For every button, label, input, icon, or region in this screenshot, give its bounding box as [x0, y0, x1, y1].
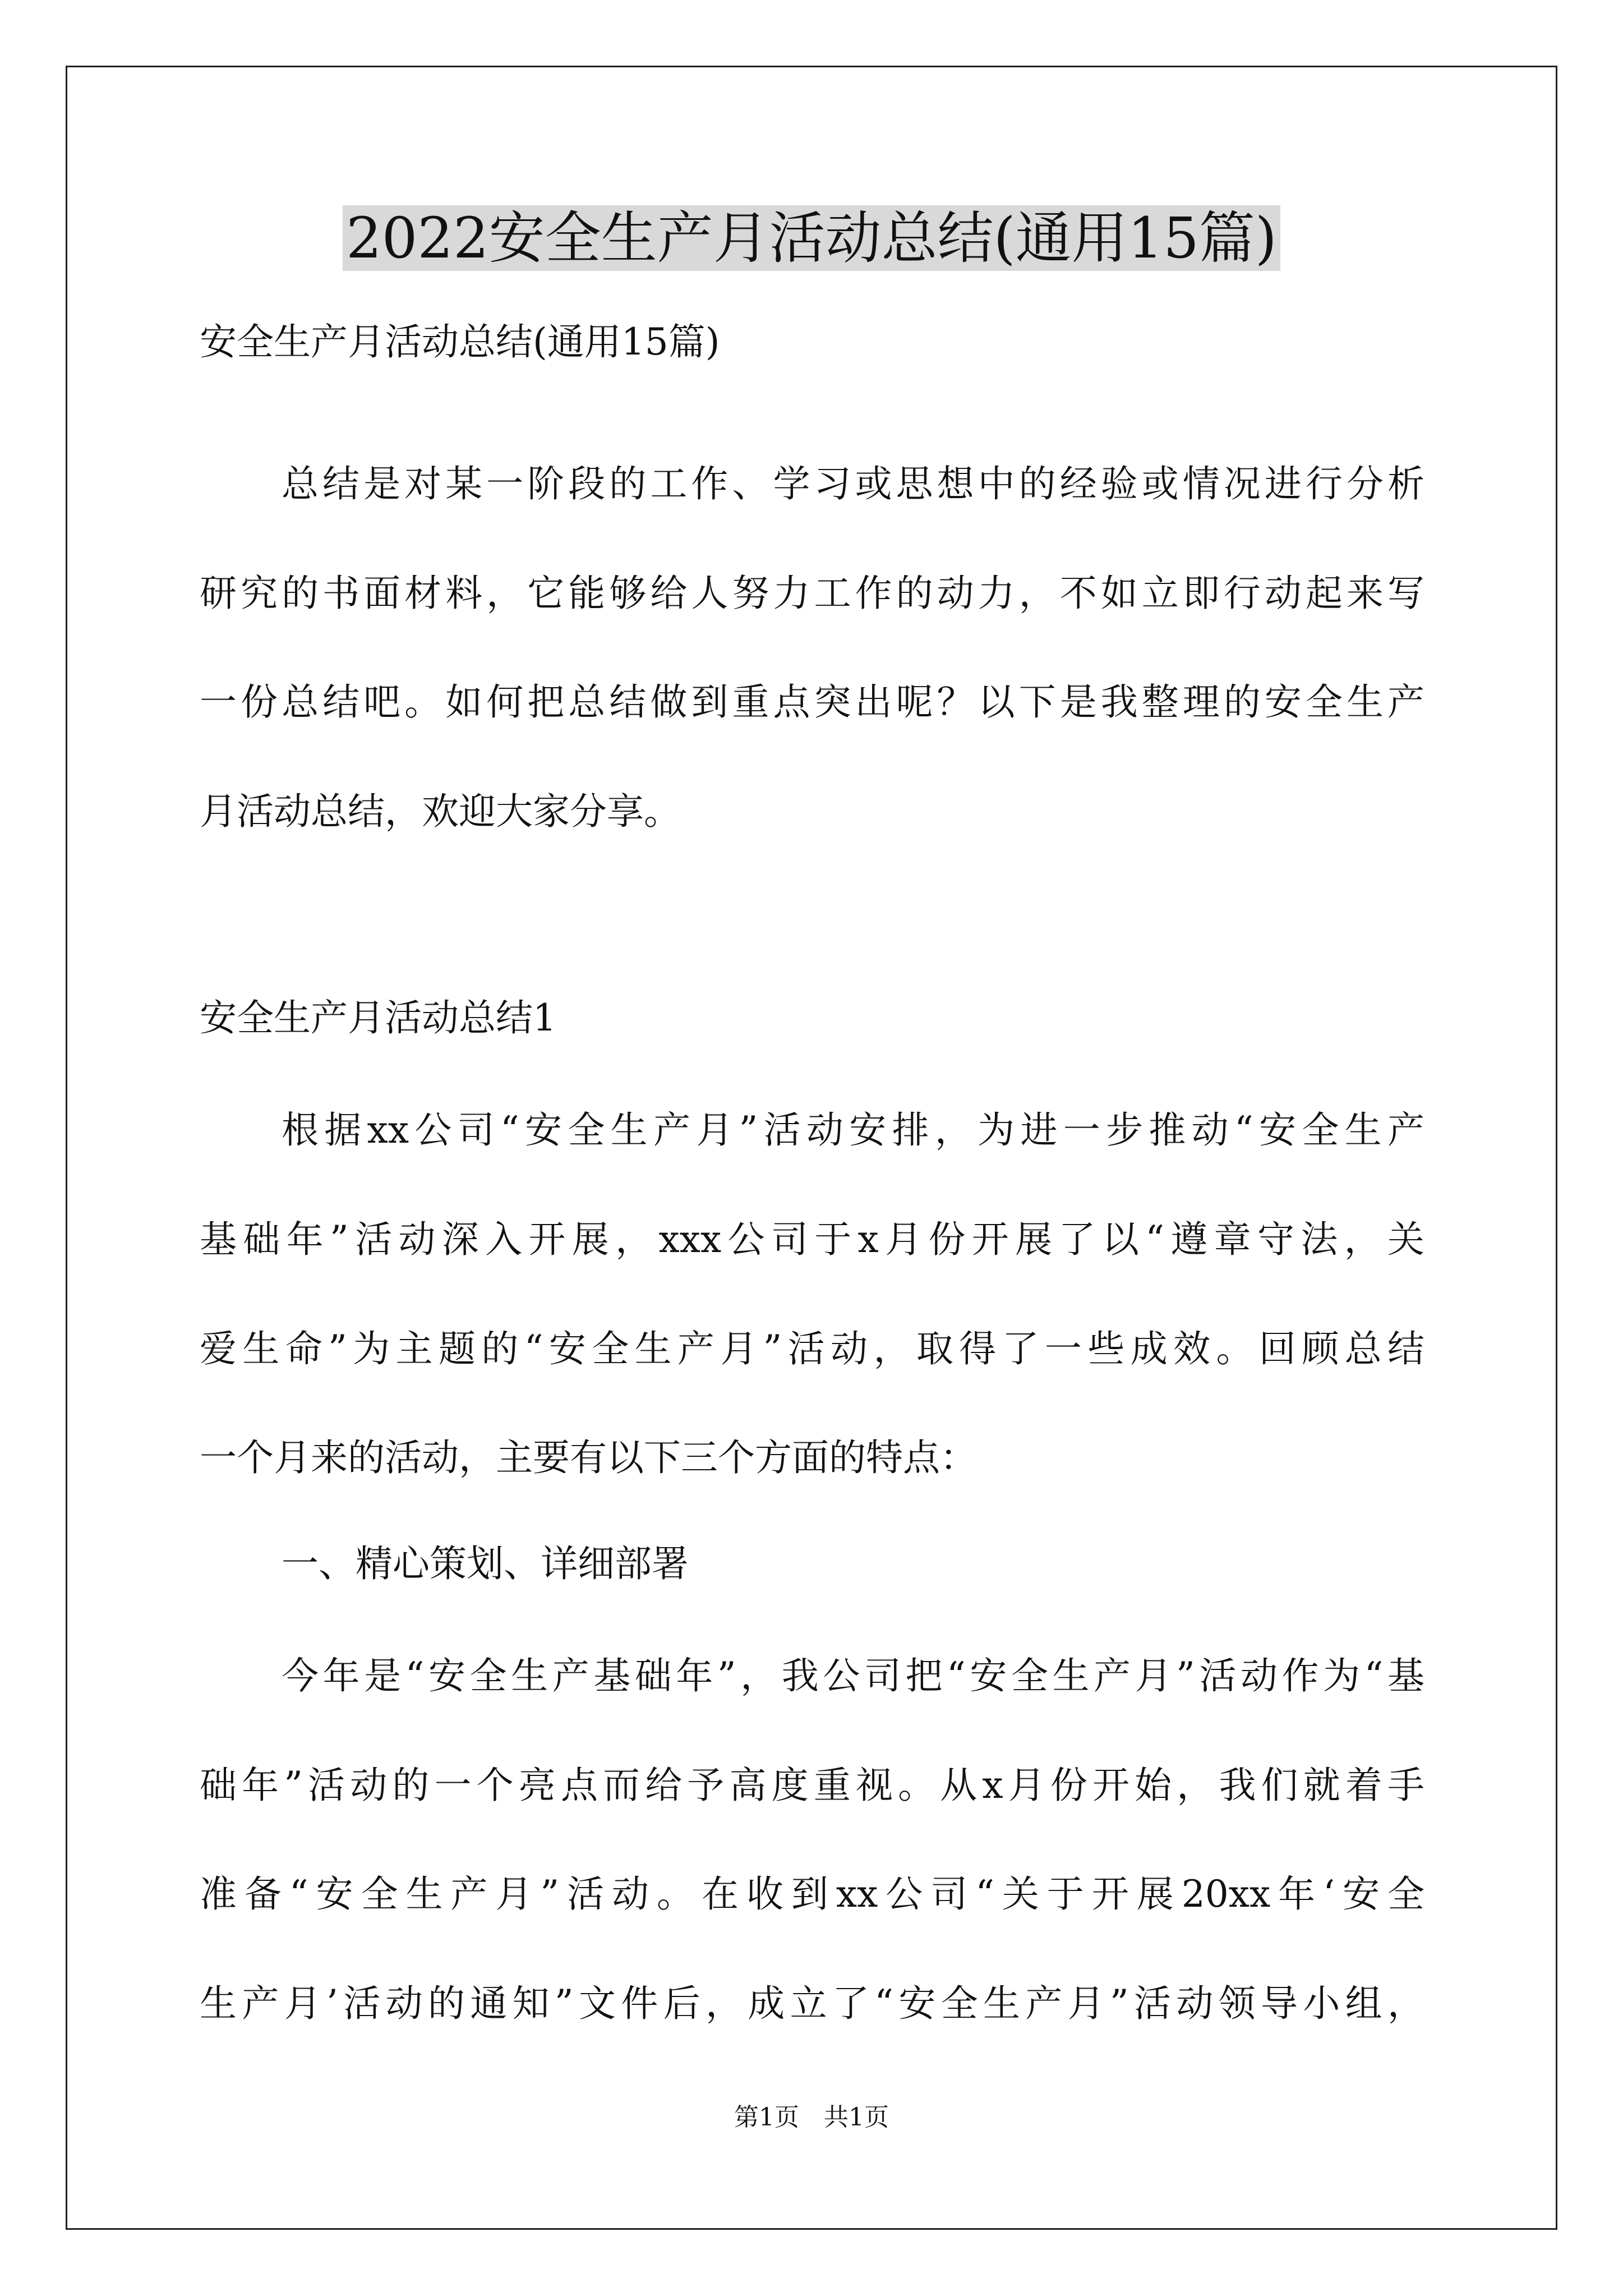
paragraph-line: 生产月’活动的通知”文件后，成立了“安全生产月”活动领导小组，	[200, 1982, 1424, 2025]
paragraph-line: 础年”活动的一个亮点而给予高度重视。从x月份开始，我们就着手	[200, 1764, 1424, 1807]
paragraph-line: 爱生命”为主题的“安全生产月”活动，取得了一些成效。回顾总结	[200, 1327, 1424, 1370]
document-subtitle: 安全生产月活动总结(通用15篇)	[200, 320, 720, 364]
paragraph-line: 月活动总结，欢迎大家分享。	[200, 790, 681, 833]
section-heading: 安全生产月活动总结1	[200, 996, 556, 1039]
document-title: 2022安全生产月活动总结(通用15篇)	[0, 199, 1623, 278]
subsection-heading: 一、精心策划、详细部署	[282, 1542, 689, 1585]
paragraph-line: 研究的书面材料，它能够给人努力工作的动力，不如立即行动起来写	[200, 572, 1424, 615]
paragraph-line: 今年是“安全生产基础年”，我公司把“安全生产月”活动作为“基	[282, 1654, 1424, 1697]
paragraph-line: 准备“安全生产月”活动。在收到xx公司“关于开展20xx年‘安全	[200, 1872, 1424, 1916]
paragraph-line: 根据xx公司“安全生产月”活动安排，为进一步推动“安全生产	[282, 1108, 1424, 1152]
paragraph-line: 一份总结吧。如何把总结做到重点突出呢？以下是我整理的安全生产	[200, 680, 1424, 724]
paragraph-line: 基础年”活动深入开展，xxx公司于x月份开展了以“遵章守法，关	[200, 1218, 1424, 1261]
page-footer: 第1页 共1页	[734, 2103, 889, 2132]
paragraph-line: 总结是对某一阶段的工作、学习或思想中的经验或情况进行分析	[282, 462, 1424, 505]
paragraph-line: 一个月来的活动，主要有以下三个方面的特点：	[200, 1436, 977, 1479]
